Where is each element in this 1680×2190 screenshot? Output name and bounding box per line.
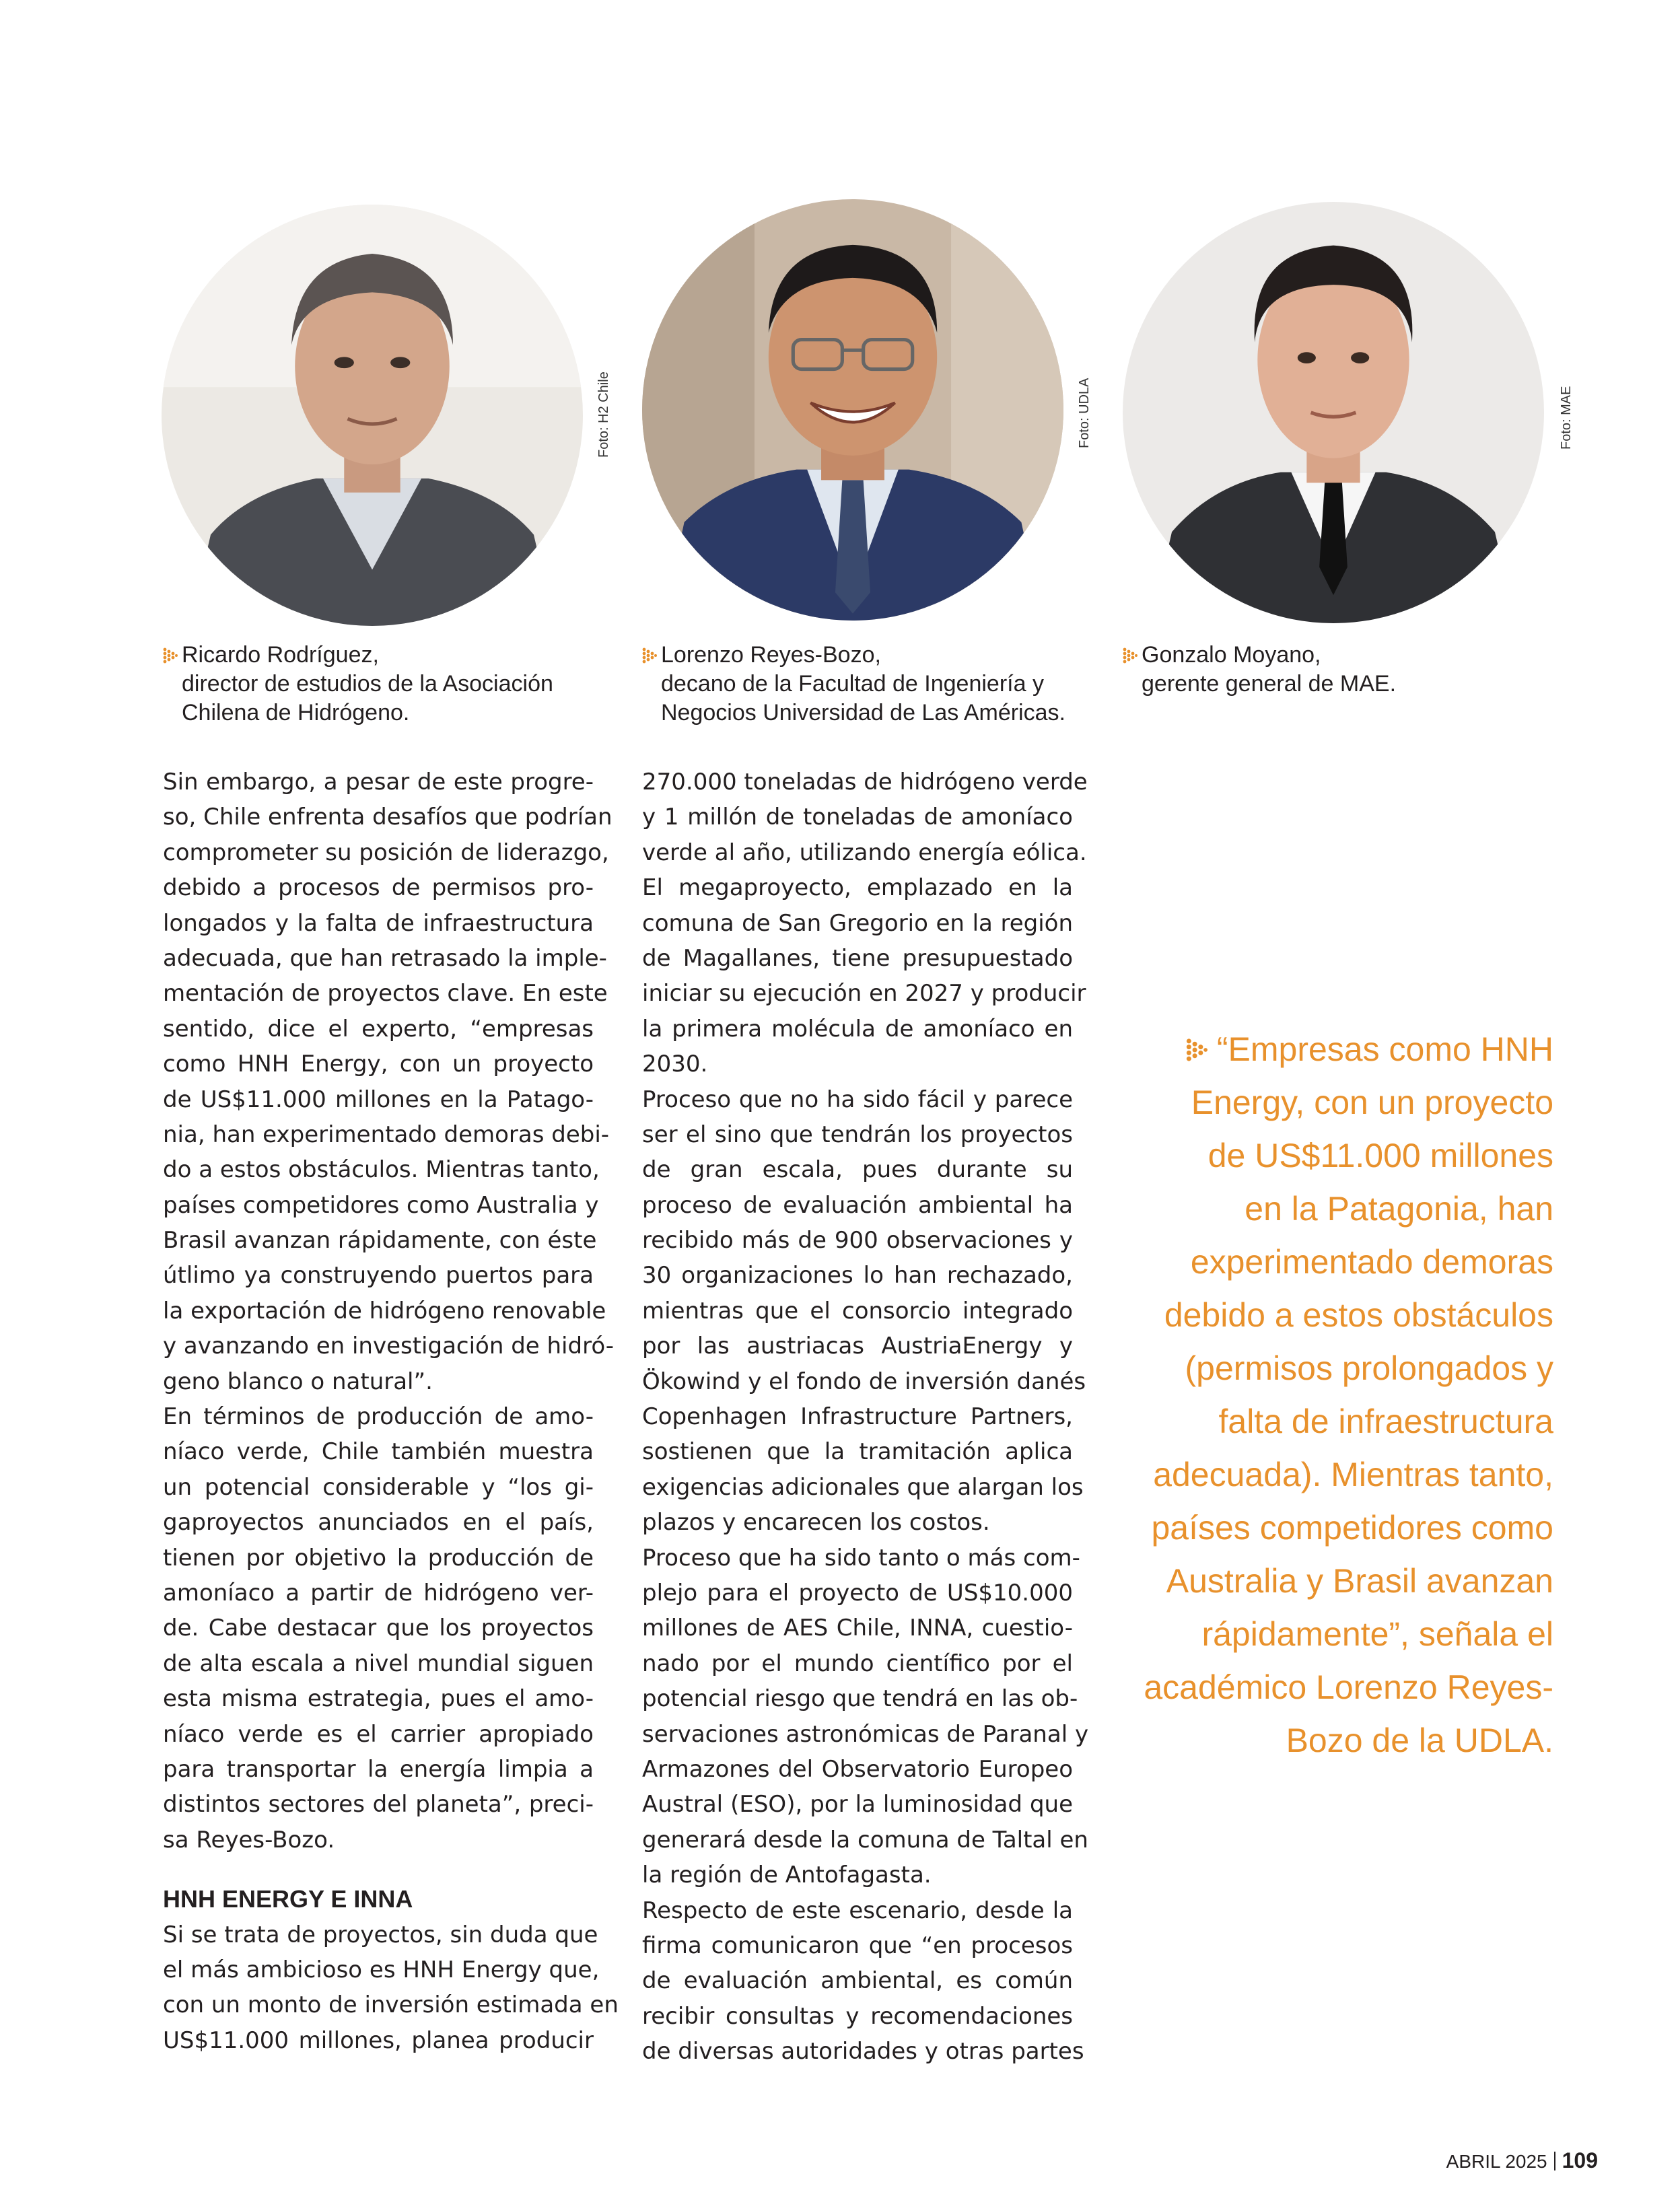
text-line: 270.000 toneladas de hidrógeno verde bbox=[642, 769, 1088, 796]
text-line: so, Chile enfrenta desafíos que podrían bbox=[163, 804, 612, 831]
text-line: la exportación de hidrógeno renovable bbox=[163, 1297, 606, 1324]
text-line: Copenhagen Infrastructure Partners, bbox=[642, 1403, 1073, 1431]
text-line: de. Cabe destacar que los proyectos bbox=[163, 1615, 594, 1642]
text-line: esta misma estrategia, pues el amo- bbox=[163, 1685, 594, 1713]
text-line: do a estos obstáculos. Mientras tanto, bbox=[163, 1156, 600, 1184]
text-line: gaproyectos anunciados en el país, bbox=[163, 1509, 594, 1536]
caption-lorenzo-reyes-bozo bbox=[661, 641, 1078, 728]
quote-marker-icon bbox=[1186, 1036, 1208, 1063]
bullet-marker-icon bbox=[163, 647, 178, 664]
caption-line: Chilena de Hidrógeno. bbox=[182, 700, 410, 726]
text-line: geno blanco o natural”. bbox=[163, 1368, 433, 1395]
text-line: Austral (ESO), por la luminosidad que bbox=[642, 1791, 1073, 1818]
text-line: iniciar su ejecución en 2027 y producir bbox=[642, 980, 1086, 1008]
text-line: plejo para el proyecto de US$10.000 bbox=[642, 1579, 1073, 1606]
text-line: 30 organizaciones lo han rechazado, bbox=[642, 1262, 1073, 1290]
text-line: Respecto de este escenario, desde la bbox=[642, 1897, 1073, 1924]
portrait-ricardo-rodriguez bbox=[162, 205, 583, 626]
text-line: recibido más de 900 observaciones y bbox=[642, 1227, 1073, 1255]
text-line: Armazones del Observatorio Europeo bbox=[642, 1755, 1073, 1783]
text-line: ser el sino que tendrán los proyectos bbox=[642, 1121, 1073, 1148]
section-heading: HNH ENERGY E INNA bbox=[163, 1885, 413, 1913]
pull-quote-line: adecuada). Mientras tanto, bbox=[1153, 1456, 1553, 1493]
pull-quote-line: de US$11.000 millones bbox=[1208, 1137, 1553, 1174]
pull-quote-line: falta de infraestructura bbox=[1218, 1403, 1553, 1440]
text-line: distintos sectores del planeta”, preci- bbox=[163, 1791, 594, 1818]
pull-quote-line: debido a estos obstáculos bbox=[1164, 1296, 1553, 1334]
text-line: la primera molécula de amoníaco en bbox=[642, 1015, 1073, 1043]
pull-quote-line: experimentado demoras bbox=[1190, 1243, 1553, 1281]
article-column-1 bbox=[163, 765, 619, 2058]
text-line: de Magallanes, tiene presupuestado bbox=[642, 944, 1073, 972]
text-line: amoníaco a partir de hidrógeno ver- bbox=[163, 1579, 594, 1606]
text-line: adecuada, que han retrasado la imple- bbox=[163, 944, 607, 972]
caption-ricardo-rodriguez bbox=[182, 641, 599, 728]
bullet-marker-icon bbox=[1123, 647, 1138, 664]
text-line: nia, han experimentado demoras debi- bbox=[163, 1121, 610, 1148]
paragraph bbox=[642, 1541, 1089, 1893]
caption-line: gerente general de MAE. bbox=[1142, 671, 1397, 697]
text-line: níaco verde, Chile también muestra bbox=[163, 1438, 594, 1466]
text-line: potencial riesgo que tendrá en las ob- bbox=[642, 1685, 1078, 1713]
text-line: millones de AES Chile, INNA, cuestio- bbox=[642, 1615, 1073, 1642]
page-footer bbox=[1446, 2148, 1598, 2173]
footer-divider bbox=[1554, 2152, 1555, 2170]
text-line: con un monto de inversión estimada en bbox=[163, 1991, 619, 2019]
text-line: útlimo ya construyendo puertos para bbox=[163, 1262, 594, 1290]
pull-quote-line: (permisos prolongados y bbox=[1185, 1349, 1553, 1387]
text-line: níaco verde es el carrier apropiado bbox=[163, 1720, 594, 1748]
photo-credit-1: Foto: H2 Chile bbox=[596, 372, 611, 458]
text-line: de alta escala a nivel mundial siguen bbox=[163, 1650, 594, 1677]
text-line: y 1 millón de toneladas de amoníaco bbox=[642, 804, 1073, 831]
text-line: comuna de San Gregorio en la región bbox=[642, 909, 1073, 937]
portrait-gonzalo-moyano bbox=[1123, 202, 1544, 623]
text-line: la región de Antofagasta. bbox=[642, 1862, 932, 1889]
text-line: y avanzando en investigación de hidró- bbox=[163, 1333, 615, 1360]
portrait-photo-3 bbox=[1123, 202, 1544, 623]
paragraph bbox=[163, 1399, 594, 1858]
page-number: 109 bbox=[1562, 2148, 1598, 2173]
caption-line: Lorenzo Reyes-Bozo, bbox=[661, 642, 881, 668]
text-line: El megaproyecto, emplazado en la bbox=[642, 874, 1073, 902]
paragraph bbox=[642, 1893, 1084, 2070]
text-line: Brasil avanzan rápidamente, con éste bbox=[163, 1227, 597, 1255]
text-line: firma comunicaron que “en procesos bbox=[642, 1932, 1073, 1959]
text-line: nado por el mundo científico por el bbox=[642, 1650, 1073, 1677]
text-line: de diversas autoridades y otras partes bbox=[642, 2038, 1084, 2065]
text-line: 2030. bbox=[642, 1051, 708, 1078]
pull-quote bbox=[1104, 1023, 1553, 1767]
caption-line: Negocios Universidad de Las Américas. bbox=[661, 700, 1065, 726]
pull-quote-line: Australia y Brasil avanzan bbox=[1166, 1562, 1553, 1600]
text-line: plazos y encarecen los costos. bbox=[642, 1509, 990, 1536]
text-line: sa Reyes-Bozo. bbox=[163, 1826, 335, 1853]
caption-line: director de estudios de la Asociación bbox=[182, 671, 553, 697]
text-line: servaciones astronómicas de Paranal y bbox=[642, 1720, 1089, 1748]
issue-date: ABRIL 2025 bbox=[1446, 2151, 1547, 2172]
text-line: de evaluación ambiental, es común bbox=[642, 1967, 1073, 1995]
paragraph bbox=[642, 765, 1088, 1082]
caption-line: Ricardo Rodríguez, bbox=[182, 642, 379, 668]
text-line: US$11.000 millones, planea producir bbox=[163, 2026, 594, 2054]
text-line: Proceso que no ha sido fácil y parece bbox=[642, 1086, 1073, 1113]
photo-credit-3: Foto: MAE bbox=[1559, 386, 1574, 450]
text-line: sentido, dice el experto, “empresas bbox=[163, 1015, 594, 1043]
article-column-2 bbox=[642, 765, 1089, 2069]
text-line: mentación de proyectos clave. En este bbox=[163, 980, 608, 1008]
text-line: por las austriacas AustriaEnergy y bbox=[642, 1333, 1073, 1360]
pull-quote-line: académico Lorenzo Reyes- bbox=[1144, 1668, 1553, 1706]
text-line: como HNH Energy, con un proyecto bbox=[163, 1051, 594, 1078]
text-line: verde al año, utilizando energía eólica. bbox=[642, 839, 1087, 866]
text-line: Ökowind y el fondo de inversión danés bbox=[642, 1368, 1086, 1395]
pull-quote-line: Bozo de la UDLA. bbox=[1286, 1722, 1553, 1759]
text-line: comprometer su posición de liderazgo, bbox=[163, 839, 609, 866]
text-line: Si se trata de proyectos, sin duda que bbox=[163, 1921, 598, 1948]
text-line: sostienen que la tramitación aplica bbox=[642, 1438, 1073, 1466]
text-line: recibir consultas y recomendaciones bbox=[642, 2002, 1073, 2030]
pull-quote-line bbox=[1104, 1023, 1553, 1076]
paragraph bbox=[163, 765, 615, 1399]
text-line: tienen por objetivo la producción de bbox=[163, 1544, 594, 1571]
caption-line: decano de la Facultad de Ingeniería y bbox=[661, 671, 1044, 697]
bullet-marker-icon bbox=[642, 647, 657, 664]
pull-quote-line: Energy, con un proyecto bbox=[1191, 1084, 1553, 1121]
text-line: Proceso que ha sido tanto o más com- bbox=[642, 1544, 1080, 1571]
text-line: Sin embargo, a pesar de este progre- bbox=[163, 769, 594, 796]
text-line: En términos de producción de amo- bbox=[163, 1403, 594, 1431]
portrait-lorenzo-reyes-bozo bbox=[642, 199, 1063, 621]
text-line: debido a procesos de permisos pro- bbox=[163, 874, 594, 902]
text-line: de gran escala, pues durante su bbox=[642, 1156, 1073, 1184]
pull-quote-text: “Empresas como HNH bbox=[1216, 1030, 1553, 1068]
text-line: un potencial considerable y “los gi- bbox=[163, 1473, 594, 1501]
text-line: para transportar la energía limpia a bbox=[163, 1755, 594, 1783]
text-line: de US$11.000 millones en la Patago- bbox=[163, 1086, 594, 1113]
text-line: generará desde la comuna de Taltal en bbox=[642, 1826, 1088, 1853]
pull-quote-line: en la Patagonia, han bbox=[1245, 1190, 1553, 1228]
paragraph bbox=[642, 1082, 1086, 1541]
caption-line: Gonzalo Moyano, bbox=[1142, 642, 1321, 668]
text-line: exigencias adicionales que alargan los bbox=[642, 1473, 1084, 1501]
portrait-photo-2 bbox=[642, 199, 1063, 621]
text-line: el más ambicioso es HNH Energy que, bbox=[163, 1956, 600, 1983]
portrait-photo-1 bbox=[162, 205, 583, 626]
pull-quote-line: rápidamente”, señala el bbox=[1201, 1615, 1553, 1653]
caption-gonzalo-moyano bbox=[1142, 641, 1545, 699]
text-line: mientras que el consorcio integrado bbox=[642, 1297, 1073, 1324]
photo-credit-2: Foto: UDLA bbox=[1077, 378, 1092, 448]
text-line: países competidores como Australia y bbox=[163, 1191, 599, 1219]
pull-quote-line: países competidores como bbox=[1151, 1509, 1553, 1547]
text-line: proceso de evaluación ambiental ha bbox=[642, 1191, 1073, 1219]
text-line: longados y la falta de infraestructura bbox=[163, 909, 594, 937]
paragraph bbox=[163, 1917, 619, 2059]
